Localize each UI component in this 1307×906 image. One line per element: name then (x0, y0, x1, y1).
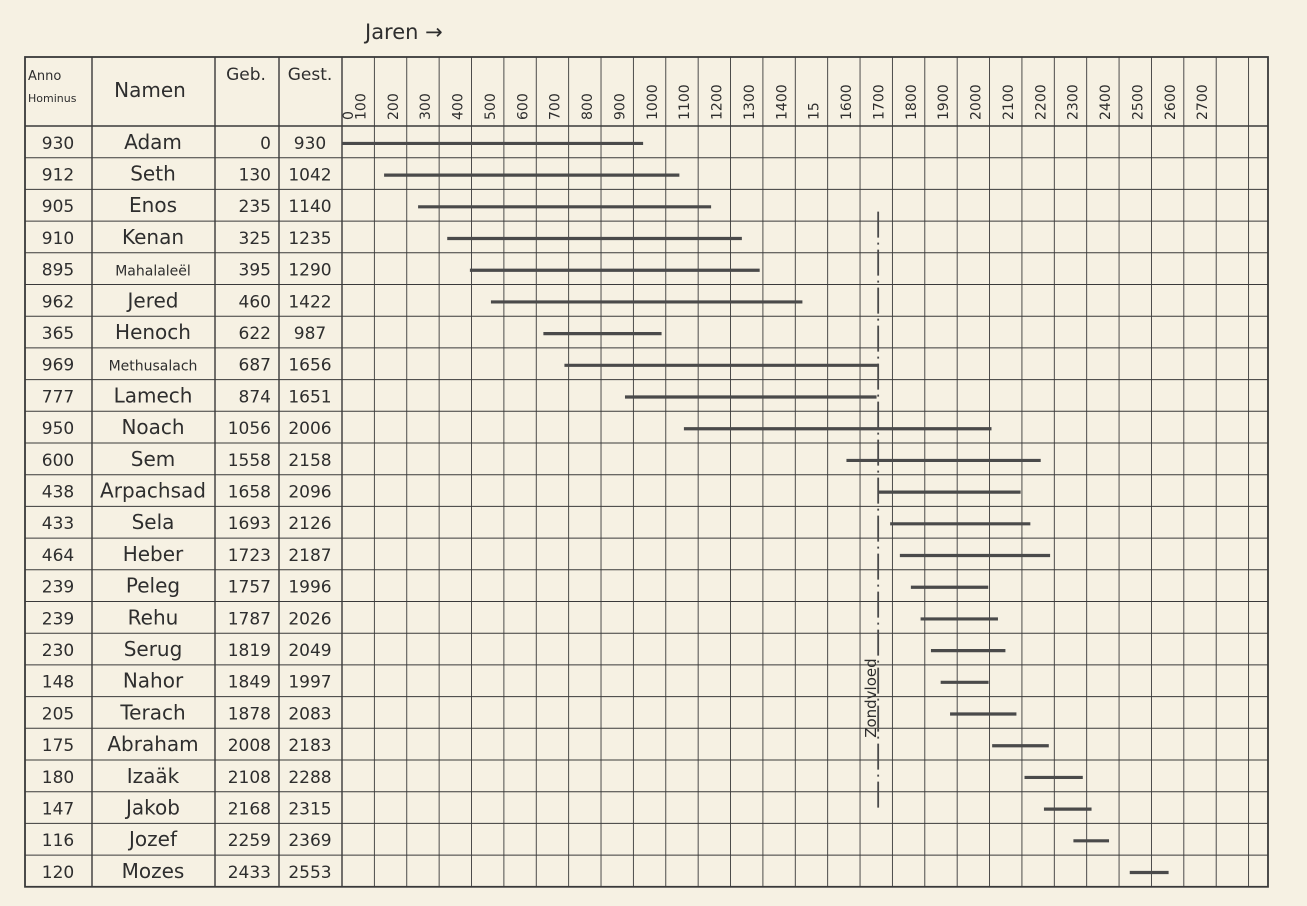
row-born: 2108 (227, 767, 271, 788)
row-name: Methusalach (108, 358, 198, 375)
row-anno: 230 (41, 641, 75, 662)
row-name: Sela (131, 510, 175, 535)
row-name: Heber (122, 541, 184, 566)
row-anno: 438 (41, 482, 75, 503)
row-anno: 464 (41, 545, 75, 566)
row-born: 460 (238, 292, 271, 313)
row-born: 622 (238, 324, 271, 345)
row-name: Kenan (121, 224, 185, 249)
row-died: 2187 (288, 545, 332, 566)
x-tick-label: 1700 (871, 84, 888, 120)
row-born: 2008 (227, 736, 271, 757)
row-born: 2168 (227, 799, 271, 820)
x-tick-label: 2500 (1130, 84, 1147, 120)
row-anno: 175 (41, 736, 75, 757)
row-anno: 962 (41, 292, 75, 313)
x-tick-label: 1000 (644, 84, 661, 120)
row-died: 1651 (288, 387, 332, 408)
row-died: 2049 (288, 641, 332, 662)
flood-label: Zondvloed (862, 658, 881, 738)
row-born: 1693 (227, 514, 271, 535)
x-tick-label: 900 (612, 93, 629, 120)
x-tick-label: 15 (806, 102, 823, 120)
row-name: Peleg (125, 573, 181, 598)
row-name: Nahor (122, 668, 184, 693)
header-name: Namen (114, 78, 186, 102)
row-anno: 912 (41, 165, 75, 186)
row-died: 987 (293, 324, 327, 345)
row-name: Mahalaleël (115, 263, 191, 280)
row-anno: 180 (41, 767, 75, 788)
row-anno: 205 (41, 704, 75, 725)
row-died: 1140 (288, 197, 332, 218)
x-tick-label: 2700 (1195, 84, 1212, 120)
x-tick-label: 2400 (1098, 84, 1115, 120)
row-anno: 905 (41, 197, 75, 218)
row-name: Lamech (113, 383, 193, 408)
row-name: Jered (127, 288, 179, 313)
row-died: 2083 (288, 704, 332, 725)
row-died: 2315 (288, 799, 332, 820)
row-born: 235 (238, 197, 271, 218)
x-tick-label: 1900 (936, 84, 953, 120)
x-tick-label: 1400 (774, 84, 791, 120)
row-name: Sem (130, 446, 176, 471)
row-name: Terach (120, 700, 186, 725)
x-tick-label: 800 (580, 93, 597, 120)
row-died: 2183 (288, 736, 332, 757)
row-anno: 600 (41, 450, 75, 471)
row-name: Serug (123, 637, 183, 662)
row-died: 930 (293, 133, 327, 154)
header-died: Gest. (287, 65, 333, 85)
x-tick-label: 600 (515, 93, 532, 120)
row-anno: 777 (41, 387, 75, 408)
grid-frame (25, 57, 1268, 887)
row-anno: 433 (41, 514, 75, 535)
x-tick-label: 2300 (1065, 84, 1082, 120)
row-anno: 239 (41, 577, 75, 598)
x-tick-label: 2600 (1162, 84, 1179, 120)
row-anno: 116 (41, 831, 75, 852)
x-tick-label: 100 (353, 93, 370, 120)
row-anno: 910 (41, 228, 75, 249)
row-anno: 895 (41, 260, 75, 281)
x-tick-label: 1600 (839, 84, 856, 120)
row-born: 1878 (227, 704, 271, 725)
row-died: 2369 (288, 831, 332, 852)
row-born: 1787 (227, 609, 271, 630)
header-anno-line2: Hominus (28, 92, 77, 105)
row-died: 1042 (288, 165, 332, 186)
row-name: Arpachsad (100, 478, 206, 503)
row-died: 1422 (288, 292, 332, 313)
row-born: 130 (238, 165, 271, 186)
row-born: 874 (238, 387, 271, 408)
row-died: 1656 (288, 355, 332, 376)
row-born: 395 (238, 260, 271, 281)
row-anno: 148 (41, 672, 75, 693)
x-tick-label: 2000 (968, 84, 985, 120)
grid (25, 57, 1268, 887)
row-died: 1997 (288, 672, 332, 693)
row-name: Noach (121, 415, 185, 440)
x-tick-label: 700 (547, 93, 564, 120)
row-anno: 120 (41, 862, 75, 883)
row-died: 2096 (288, 482, 332, 503)
row-name: Izaäk (126, 763, 180, 788)
row-anno: 950 (41, 419, 75, 440)
row-name: Mozes (121, 858, 185, 883)
row-born: 1723 (227, 545, 271, 566)
row-name: Abraham (107, 732, 199, 757)
row-born: 2259 (227, 831, 271, 852)
table-header (28, 65, 332, 105)
row-died: 2288 (288, 767, 332, 788)
x-tick-label: 1800 (903, 84, 920, 120)
row-anno: 239 (41, 609, 75, 630)
row-anno: 365 (41, 324, 75, 345)
row-name: Rehu (127, 605, 179, 630)
x-tick-label: 0 (341, 111, 357, 120)
row-name: Henoch (115, 320, 191, 345)
x-axis-label: Jaren → (365, 20, 443, 44)
row-anno: 930 (41, 133, 75, 154)
x-tick-label: 1200 (709, 84, 726, 120)
row-anno: 969 (41, 355, 75, 376)
row-born: 1558 (227, 450, 271, 471)
row-name: Adam (124, 129, 182, 154)
row-died: 2026 (288, 609, 332, 630)
row-born: 1056 (227, 419, 271, 440)
row-born: 1757 (227, 577, 271, 598)
x-tick-label: 300 (418, 93, 435, 120)
x-tick-label: 1300 (741, 84, 758, 120)
row-name: Seth (130, 161, 176, 186)
row-died: 2126 (288, 514, 332, 535)
row-born: 0 (260, 133, 271, 154)
header-anno: Anno (28, 69, 62, 84)
row-died: 1235 (288, 228, 332, 249)
row-born: 2433 (227, 862, 271, 883)
x-tick-label: 2200 (1033, 84, 1050, 120)
x-tick-label: 500 (482, 93, 499, 120)
header-born: Geb. (226, 65, 266, 85)
x-tick-label: 2100 (1000, 84, 1017, 120)
row-died: 2158 (288, 450, 332, 471)
row-died: 2553 (288, 862, 332, 883)
x-tick-label: 1100 (677, 84, 694, 120)
row-died: 1996 (288, 577, 332, 598)
x-tick-label: 400 (450, 93, 467, 120)
row-born: 325 (238, 228, 271, 249)
row-born: 687 (238, 355, 271, 376)
row-anno: 147 (41, 799, 75, 820)
row-born: 1849 (227, 672, 271, 693)
row-born: 1658 (227, 482, 271, 503)
row-died: 2006 (288, 419, 332, 440)
row-died: 1290 (288, 260, 332, 281)
row-name: Jakob (126, 795, 180, 820)
row-name: Enos (129, 193, 177, 218)
row-name: Jozef (129, 827, 177, 852)
row-born: 1819 (227, 641, 271, 662)
annotations (862, 212, 880, 811)
x-tick-label: 200 (385, 93, 402, 120)
